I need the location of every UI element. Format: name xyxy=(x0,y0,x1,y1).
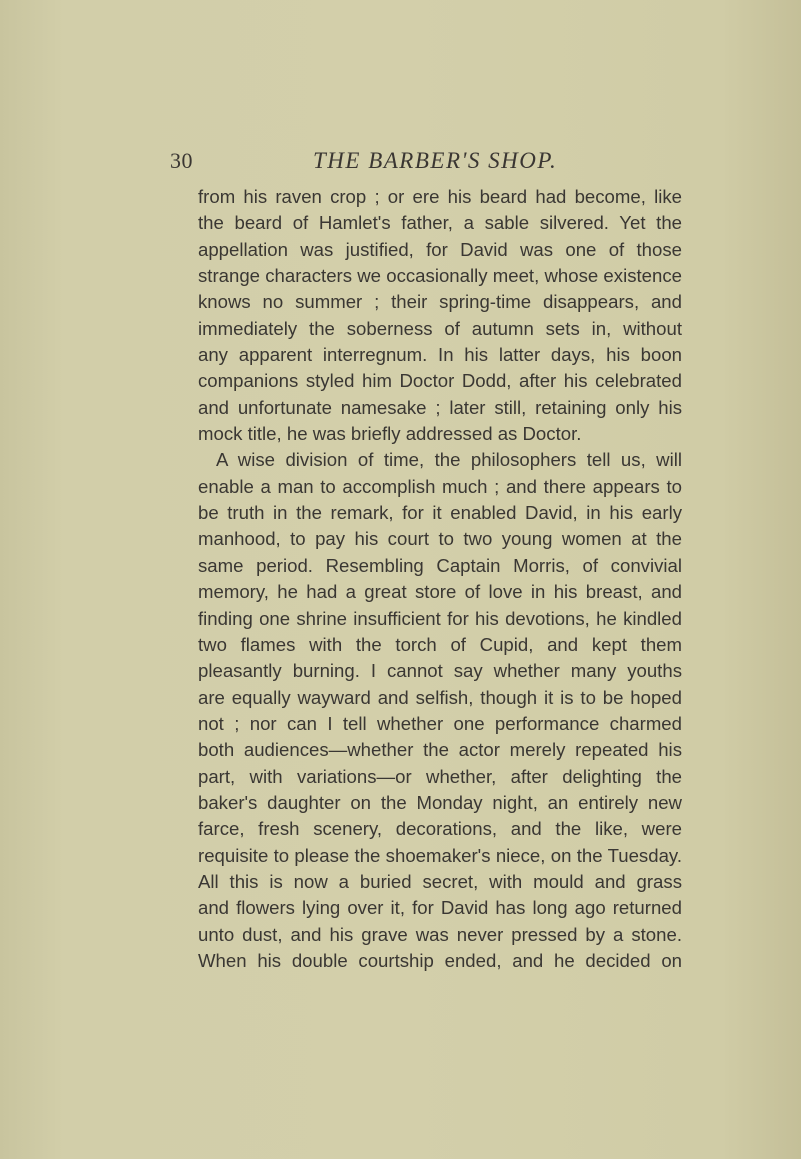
text-line: part, with variations—or whether, after delighting the xyxy=(198,765,682,787)
text-line: When his double courtship ended, and he decided on xyxy=(198,949,682,971)
text-line: All this is now a buried secret, with mould and grass xyxy=(198,870,682,892)
text-line: mock title, he was briefly addressed as Doctor. xyxy=(198,423,582,445)
text-line: appellation was justified, for David was one of those xyxy=(198,238,682,260)
text-line: memory, he had a great store of love in his breast, and xyxy=(198,581,682,603)
page-header xyxy=(170,148,680,178)
text-line: from his raven crop ; or ere his beard had become, like xyxy=(198,186,682,207)
text-line: are equally wayward and selfish, though it is to be hoped xyxy=(198,686,682,708)
text-line: farce, fresh scenery, decorations, and the like, were xyxy=(198,818,682,840)
text-line: enable a man to accomplish much ; and there appears to xyxy=(198,475,682,497)
text-line: and flowers lying over it, for David has long ago returned xyxy=(198,897,682,919)
text-line: immediately the soberness of autumn sets in, without xyxy=(198,317,682,339)
text-line: companions styled him Doctor Dodd, after his celebrated xyxy=(198,370,682,392)
body-text xyxy=(198,184,682,974)
text-line: A wise division of time, the philosophers tell us, will xyxy=(216,449,682,471)
text-line: be truth in the remark, for it enabled David, in his early xyxy=(198,502,682,524)
text-line: the beard of Hamlet's father, a sable silvered. Yet the xyxy=(198,212,682,234)
text-line: manhood, to pay his court to two young women at the xyxy=(198,528,682,550)
text-line: unto dust, and his grave was never pressed by a stone. xyxy=(198,923,682,945)
text-line: knows no summer ; their spring-time disappears, and xyxy=(198,291,682,313)
text-line: baker's daughter on the Monday night, an entirely new xyxy=(198,791,682,813)
page-number: 30 xyxy=(170,148,193,173)
text-line: any apparent interregnum. In his latter days, his boon xyxy=(198,344,682,366)
text-line: not ; nor can I tell whether one performance charmed xyxy=(198,712,682,734)
text-line: finding one shrine insufficient for his devotions, he kindled xyxy=(198,607,682,629)
text-line: two flames with the torch of Cupid, and kept them xyxy=(198,633,682,655)
running-title: THE BARBER'S SHOP. xyxy=(313,148,558,173)
text-line: both audiences—whether the actor merely repeated his xyxy=(198,739,682,761)
text-line: and unfortunate namesake ; later still, retaining only his xyxy=(198,396,682,418)
text-line: strange characters we occasionally meet, whose existence xyxy=(198,265,682,287)
text-line: same period. Resembling Captain Morris, of convivial xyxy=(198,554,682,576)
text-line: pleasantly burning. I cannot say whether many youths xyxy=(198,660,682,682)
text-line: requisite to please the shoemaker's niece, on the Tuesday. xyxy=(198,844,682,866)
